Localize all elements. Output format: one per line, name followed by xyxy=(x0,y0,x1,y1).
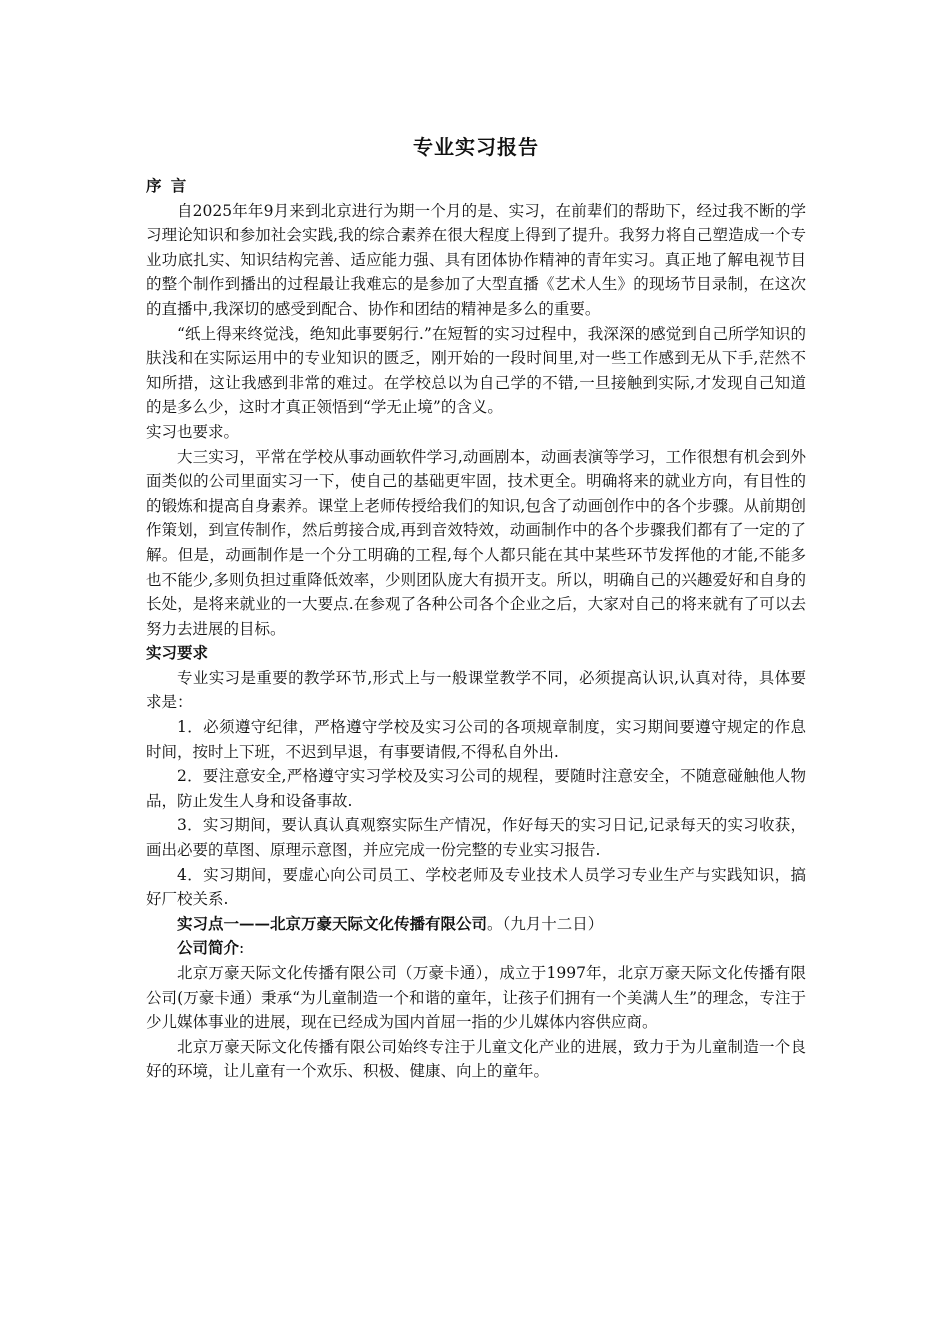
company-intro-heading-line xyxy=(146,936,806,961)
company-intro-colon: : xyxy=(239,939,245,958)
section-heading-requirements: 实习要求 xyxy=(146,643,209,663)
preface-note: 实习也要求。 xyxy=(146,422,240,441)
requirement-item-4: 4．实习期间，要虚心向公司员工、学校老师及专业技术人员学习专业生产与实践知识，搞好厂校关系. xyxy=(146,865,806,909)
requirement-item-2: 2．要注意安全,严格遵守实习学校及实习公司的规程，要随时注意安全，不随意碰触他人物品，防止发生人身和设备事故. xyxy=(146,767,806,810)
section-heading-preface: 序言 xyxy=(146,176,196,195)
company-paragraph-2: 北京万豪天际文化传播有限公司始终专注于儿童文化产业的进展，致力于为儿童制造一个良好的环境，让儿童有一个欢乐、积极、健康、向上的童年。 xyxy=(146,1037,806,1081)
internship-point-date: 。（九月十二日） xyxy=(487,914,604,933)
company-intro-heading: 公司简介 xyxy=(177,938,240,958)
preface-paragraph-1: 自2025年年9月来到北京进行为期一个月的是、实习，在前辈们的帮助下，经过我不断的学习理论知识和参加社会实践,我的综合素养在很大程度上得到了提升。我努力将自己塑造成一个专业功底扎实、知识结构完善、适应能力强、具有团体协作精神的青年实习。真正地了解电视节目的整个制作到播出的过程最让我难忘的是参加了大型直播《艺术人生》的现场节目录制，在这次的直播中,我深切的感受到配合、协作和团结的精神是多么的重要。 xyxy=(146,201,806,318)
internship-point-heading: 实习点一——北京万豪天际文化传播有限公司 xyxy=(177,913,488,933)
requirement-item-3: 3．实习期间，要认真认真观察实际生产情况，作好每天的实习日记,记录每天的实习收获，画出必要的草图、原理示意图，并应完成一份完整的专业实习报告. xyxy=(146,816,806,860)
document-page xyxy=(146,130,806,1084)
requirements-intro: 专业实习是重要的教学环节,形式上与一般课堂教学不同，必须提高认识,认真对待，具体要求是： xyxy=(146,668,806,712)
preface-paragraph-3: 大三实习，平常在学校从事动画软件学习,动画剧本，动画表演等学习，工作很想有机会到外面类似的公司里面实习一下，使自己的基础更牢固，技术更全。明确将来的就业方向，有目性的的锻炼和提高自身素养。课堂上老师传授给我们的知识,包含了动画创作中的各个步骤。从前期创作策划，到宣传制作，然后剪接合成,再到音效特效，动画制作中的各个步骤我们都有了一定的了解。但是，动画制作是一个分工明确的工程,每个人都只能在其中某些环节发挥他的才能,不能多也不能少,多则负担过重降低效率，少则团队庞大有损开支。所以，明确自己的兴趣爱好和自身的长处，是将来就业的一大要点.在参观了各种公司各个企业之后，大家对自己的将来就有了可以去努力去进展的目标。 xyxy=(146,447,806,638)
document-title: 专业实习报告 xyxy=(413,135,539,159)
requirement-item-1: 1．必须遵守纪律，严格遵守学校及实习公司的各项规章制度，实习期间要遵守规定的作息时间，按时上下班，不迟到早退，有事要请假,不得私自外出. xyxy=(146,718,806,761)
company-paragraph-1: 北京万豪天际文化传播有限公司（万豪卡通），成立于1997年，北京万豪天际文化传播有限公司(万豪卡通）秉承“为儿童制造一个和谐的童年，让孩子们拥有一个美满人生”的理念，专注于少儿媒体事业的进展，现在已经成为国内首屈一指的少儿媒体内容供应商。 xyxy=(146,964,806,1032)
preface-paragraph-2: “纸上得来终觉浅，绝知此事要躬行.”在短暂的实习过程中，我深深的感觉到自己所学知识的肤浅和在实际运用中的专业知识的匮乏，刚开始的一段时间里,对一些工作感到无从下手,茫然不知所措，这让我感到非常的难过。在学校总以为自己学的不错,一旦接触到实际,才发现自己知道的是多么少，这时才真正领悟到“学无止境”的含义。 xyxy=(146,324,806,417)
internship-point-line xyxy=(146,912,806,937)
